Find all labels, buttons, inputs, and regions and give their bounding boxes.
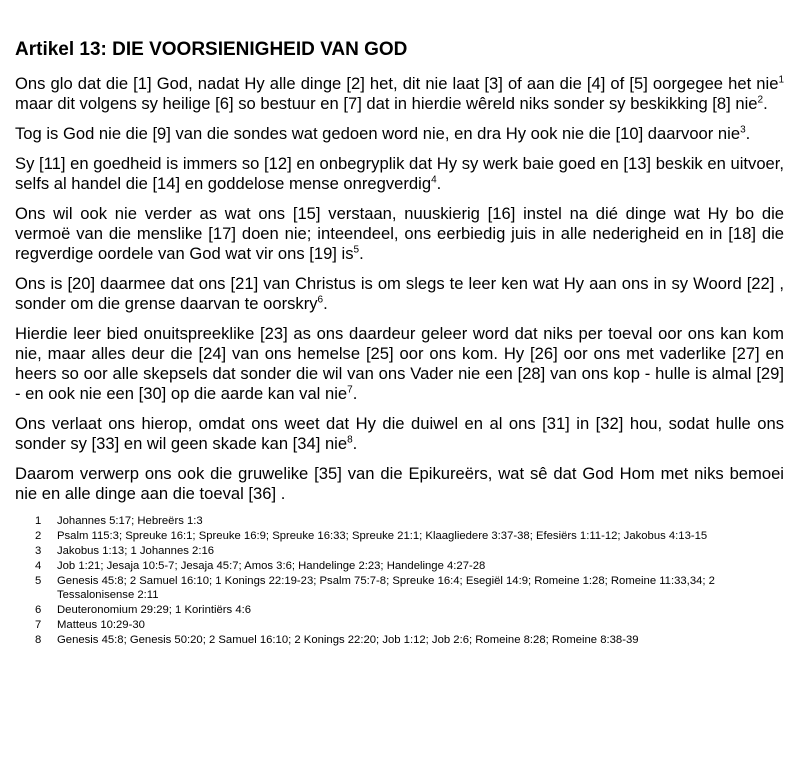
footnote-item (35, 633, 784, 647)
footnote-item (35, 514, 784, 528)
paragraph-text: Ons wil ook nie verder as wat ons [15] verstaan, nuuskierig [16] instel na dié dinge wat Hy bo die vermoë van die menslike [17] doen nie; inteendeel, ons eerbiedig juis in alle nederigheid en in [18] die regverdige oordele van God wat vir ons [19] is (15, 204, 784, 263)
footnote-marker: 1 (778, 74, 784, 86)
article-paragraph (15, 124, 784, 144)
footnote-marker: 8 (347, 434, 353, 446)
footnote-item (35, 529, 784, 543)
footnote-item (35, 559, 784, 573)
footnote-number: 7 (35, 619, 42, 631)
footnote-number: 2 (35, 530, 42, 542)
footnote-text: Genesis 45:8; Genesis 50:20; 2 Samuel 16:10; 2 Konings 22:20; Job 1:12; Job 2:6; Romeine 8:28; Romeine 8:38-39 (57, 634, 639, 646)
paragraph-text: maar dit volgens sy heilige [6] so bestuur en [7] dat in hierdie wêreld niks sonder sy beskikking [8] nie (15, 94, 758, 113)
paragraph-text: Ons verlaat ons hierop, omdat ons weet dat Hy die duiwel en al ons [31] in [32] hou, sodat hulle ons sonder sy [33] en wil geen skade kan [34] nie (15, 414, 784, 453)
footnote-marker: 3 (740, 124, 746, 136)
footnote-item (35, 618, 784, 632)
footnote-text: Job 1:21; Jesaja 10:5-7; Jesaja 45:7; Amos 3:6; Handelinge 2:23; Handelinge 4:27-28 (57, 560, 486, 572)
paragraph-text: . (352, 434, 358, 453)
footnote-number: 4 (35, 560, 42, 572)
footnote-marker: 4 (431, 174, 437, 186)
paragraph-text: . (323, 294, 328, 313)
article-paragraph (15, 324, 784, 404)
footnote-number: 1 (35, 515, 42, 527)
footnote-number: 3 (35, 545, 42, 557)
article-paragraph (15, 414, 784, 454)
footnote-item (35, 544, 784, 558)
paragraph-text: Ons is [20] daarmee dat ons [21] van Christus is om slegs te leer ken wat Hy aan ons in sy Woord [22] , sonder om die grense daarvan te oorskry (15, 274, 784, 313)
footnote-marker: 5 (353, 244, 360, 256)
paragraph-text: Daarom verwerp ons ook die gruwelike [35] van die Epikureërs, wat sê dat God Hom met niks bemoei nie en alle dinge aan die toeval [36] . (15, 464, 784, 503)
footnote-text: Matteus 10:29-30 (57, 619, 145, 631)
footnote-item (35, 574, 784, 602)
footnote-item (35, 603, 784, 617)
footnote-marker: 6 (317, 294, 324, 306)
footnotes-list (15, 514, 784, 647)
paragraph-text: Ons glo dat die [1] God, nadat Hy alle dinge [2] het, dit nie laat [3] of aan die [4] of [5] oorgegee het nie (15, 74, 779, 93)
article-paragraph (15, 154, 784, 194)
article-paragraph (15, 74, 784, 114)
article-paragraph (15, 274, 784, 314)
paragraph-text: . (763, 94, 768, 113)
article-title: Artikel 13: DIE VOORSIENIGHEID VAN GOD (15, 39, 408, 60)
footnote-text: Jakobus 1:13; 1 Johannes 2:16 (57, 545, 215, 557)
article-body (15, 74, 784, 504)
footnote-text: Deuteronomium 29:29; 1 Korintiërs 4:6 (57, 604, 252, 616)
footnote-number: 5 (35, 575, 42, 587)
article-paragraph (15, 204, 784, 264)
paragraph-text: Tog is God nie die [9] van die sondes wat gedoen word nie, en dra Hy ook nie die [10] daarvoor nie (15, 124, 741, 143)
footnote-marker: 7 (347, 384, 353, 396)
paragraph-text: . (359, 244, 364, 263)
paragraph-text: Sy [11] en goedheid is immers so [12] en onbegryplik dat Hy sy werk baie goed en [13] beskik en uitvoer, selfs al handel die [14] en goddelose mense onregverdig (15, 154, 784, 193)
footnote-text: Psalm 115:3; Spreuke 16:1; Spreuke 16:9; Spreuke 16:33; Spreuke 21:1; Klaagliedere 3:37-38; Efesiërs 1:11-12; Jakobus 4:13-15 (57, 530, 708, 542)
footnote-number: 8 (35, 634, 42, 646)
paragraph-text: Hierdie leer bied onuitspreeklike [23] as ons daardeur geleer word dat niks per toeval oor ons kan kom nie, maar alles deur die [24] van ons hemelse [25] oor ons kom. Hy [26] oor ons met vaderlike [27] en heers so oor alle skepsels dat sonder die wil van ons Vader nie een [28] van ons kop - hulle is almal [29] - en ook nie een [30] op die aarde kan val nie (15, 324, 784, 403)
footnote-text: Genesis 45:8; 2 Samuel 16:10; 1 Konings 22:19-23; Psalm 75:7-8; Spreuke 16:4; Esegiël 14:9; Romeine 1:28; Romeine 11:33,34; 2 Tessalonisense 2:11 (57, 575, 715, 601)
footnote-text: Johannes 5:17; Hebreërs 1:3 (57, 515, 203, 527)
footnote-marker: 2 (757, 94, 764, 106)
paragraph-text: . (745, 124, 751, 143)
paragraph-text: . (352, 384, 358, 403)
paragraph-text: . (436, 174, 442, 193)
article-paragraph (15, 464, 784, 504)
footnote-number: 6 (35, 604, 42, 616)
